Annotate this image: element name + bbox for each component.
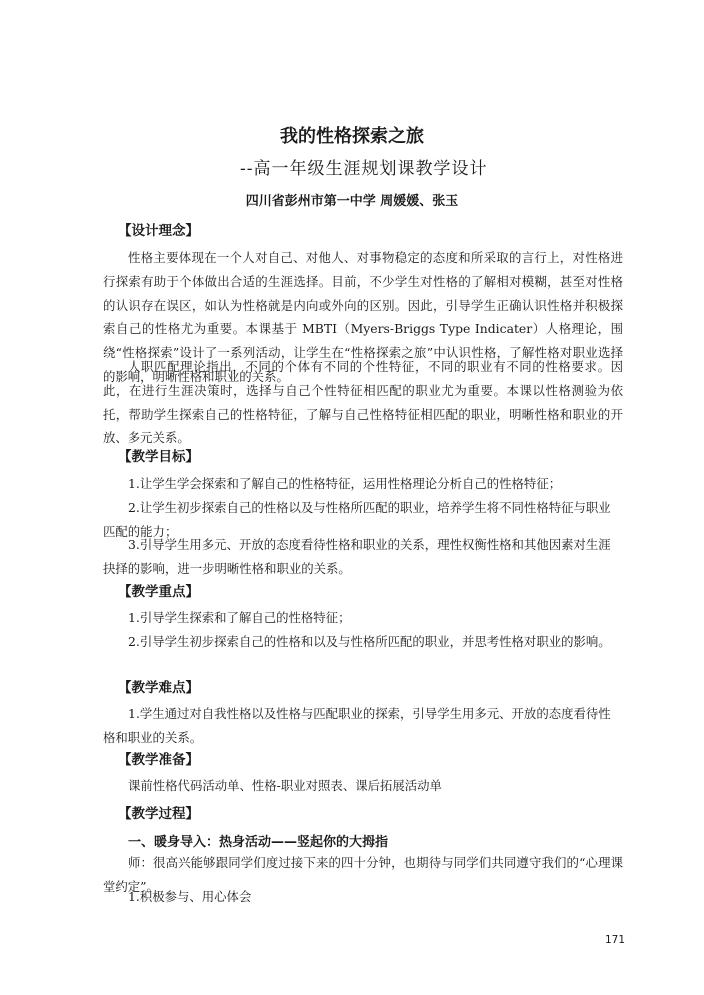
- section-heading-preparation: 【教学准备】: [118, 752, 199, 768]
- key-point-item-1: 1.引导学生探索和了解自己的性格特征；: [128, 610, 351, 625]
- key-point-item-2: 2.引导学生初步探索自己的性格和以及与性格所匹配的职业，并思考性格对职业的影响。: [128, 634, 611, 649]
- author-line: 四川省彭州市第一中学 周媛媛、张玉: [245, 194, 459, 209]
- process-item-1: 1.积极参与、用心体会: [128, 889, 252, 904]
- goal-item-1: 1.让学生学会探索和了解自己的性格特征，运用性格理论分析自己的性格特征；: [128, 476, 562, 491]
- section-heading-process: 【教学过程】: [118, 806, 199, 822]
- page-number: 171: [605, 934, 626, 946]
- preparation-text: 课前性格代码活动单、性格-职业对照表、课后拓展活动单: [128, 778, 442, 793]
- concept-paragraph-2: 人职匹配理论指出，不同的个体有不同的个性特征，不同的职业有不同的性格要求。因此，在进行生涯决策时，选择与自己个性特征相匹配的职业尤为重要。本课以性格测验为依托，帮助学生探索自己的性格特征，了解与自己性格特征相匹配的职业，明晰性格和职业的开放、多元关系。: [103, 359, 623, 446]
- difficulty-item-1: 1.学生通过对自我性格以及性格与匹配职业的探索，引导学生用多元、开放的态度看待性格和职业的关系。: [103, 706, 611, 745]
- section-heading-key-points: 【教学重点】: [118, 584, 199, 600]
- section-heading-goals: 【教学目标】: [118, 449, 199, 465]
- section-heading-difficulties: 【教学难点】: [118, 680, 199, 696]
- goal-item-3: 3.引导学生用多元、开放的态度看待性格和职业的关系，理性权衡性格和其他因素对生涯抉择的影响，进一步明晰性格和职业的关系。: [103, 537, 611, 576]
- document-title: 我的性格探索之旅: [280, 126, 424, 147]
- section-heading-concept: 【设计理念】: [118, 223, 199, 239]
- goal-item-2: 2.让学生初步探索自己的性格以及与性格所匹配的职业，培养学生将不同性格特征与职业匹配的能力；: [103, 500, 611, 539]
- process-subheading: 一、暖身导入：热身活动——竖起你的大拇指: [128, 835, 389, 850]
- process-paragraph: 师：很高兴能够跟同学们度过接下来的四十分钟，也期待与同学们共同遵守我们的“心理课堂约定”。: [103, 855, 623, 894]
- concept-paragraph-1: 性格主要体现在一个人对自己、对他人、对事物稳定的态度和所采取的言行上，对性格进行探索有助于个体做出合适的生涯选择。目前，不少学生对性格的了解相对模糊，甚至对性格的认识存在误区，如认为性格就是内向或外向的区别。因此，引导学生正确认识性格并积极探索自己的性格尤为重要。本课基于 MBTI（Myers-Briggs Type Indicater）人格理论，围绕“性格探索”设计了一系列活动，让学生在“性格探索之旅”中认识性格，了解性格对职业选择的影响，明晰性格和职业的关系。: [103, 250, 623, 384]
- document-subtitle: --高一年级生涯规划课教学设计: [240, 159, 488, 179]
